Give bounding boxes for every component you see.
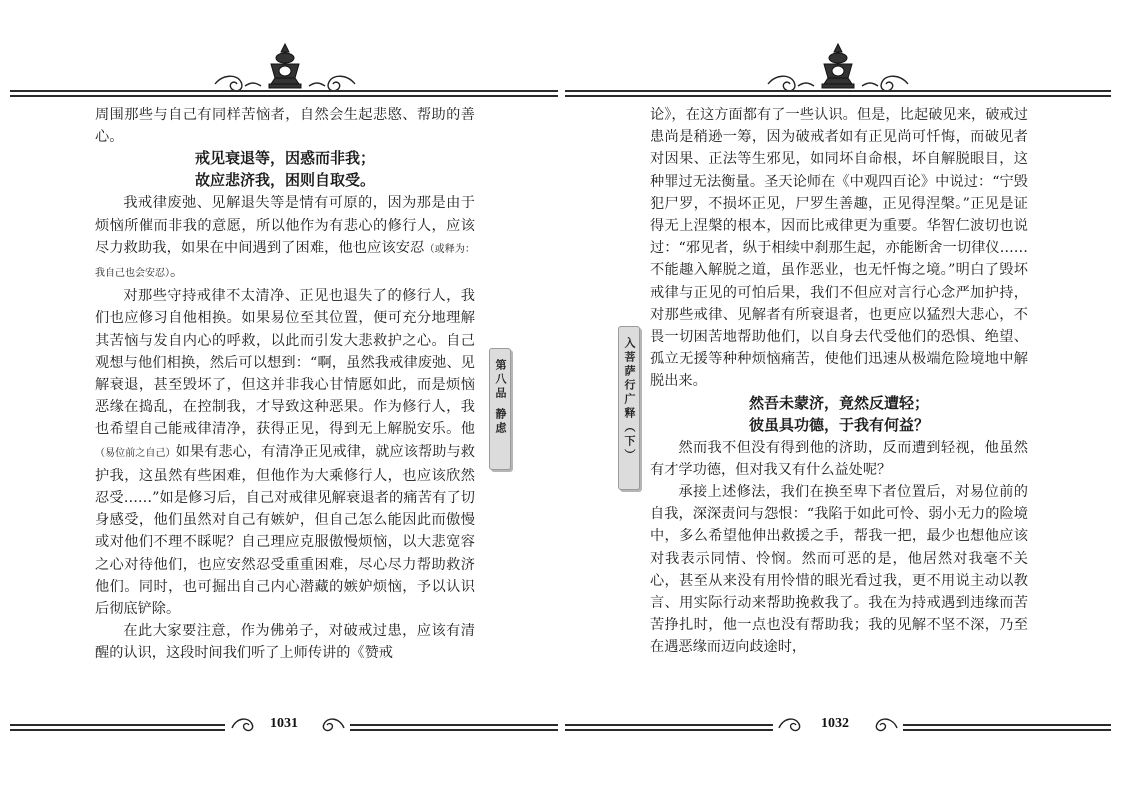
book-title-tab: 入菩萨行广释（下） xyxy=(618,326,640,490)
header-ornament-icon xyxy=(738,40,938,96)
paragraph: 对那些守持戒律不太清净、正见也退失了的修行人，我们也应修习自他相换。如果易位至其位置，便可充分地理解其苦恼与发自内心的呼救，以此而引发大悲救护之心。自己观想与他们相换，然后可以想到：“啊，虽然我戒律废弛、见解衰退，甚至毁坏了，但这并非我心甘情愿如此，而是烦恼恶缘在捣乱，在控制我，才导致这种恶果。作为修行人，我也希望自己能戒律清净，获得正见，得到无上解脱安乐。他（易位前之自己）如果有悲心，有清净正见戒律，就应该帮助与救护我，这虽然有些困难，但他作为大乘修行人，也应该欣然忍受……”如是修习后，自己对戒律见解衰退者的痛苦有了切身感受，他们虽然对自己有嫉妒，但自己怎么能因此而傲慢或对他们不理不睬呢？自己理应克服傲慢烦恼，以大悲宽容之心对待他们，也应安然忍受重重困难，尽心尽力帮助救济他们。同时，也可掘出自己内心潜藏的嫉妒烦恼，予以认识后彻底铲除。 xyxy=(95,288,475,618)
paragraph: 然而我不但没有得到他的济助，反而遭到轻视，他虽然有才学功德，但对我又有什么益处呢？ xyxy=(650,439,1028,478)
footer-scroll-icon xyxy=(228,712,268,734)
verse-line: 故应悲济我，困则自取受。 xyxy=(194,172,375,190)
page-number: 1032 xyxy=(821,716,849,731)
paragraph: 在此大家要注意，作为佛弟子，对破戒过患，应该有清醒的认识，这段时间我们听了上师传讲的《赞戒 xyxy=(95,623,475,662)
paragraph: 周围那些与自己有同样苦恼者，自然会生起悲愍、帮助的善心。 xyxy=(95,107,475,146)
footer-scroll-icon xyxy=(861,712,901,734)
header-ornament-icon xyxy=(185,40,385,96)
annotation-note: （易位前之自己） xyxy=(95,447,176,459)
verse-line: 然吾未蒙济，竟然反遭轻； xyxy=(748,394,929,412)
footer-rule-right xyxy=(350,724,558,734)
right-page xyxy=(563,0,1123,794)
annotation-note: （或释为：我自己也会安忍） xyxy=(95,243,475,280)
footer-scroll-icon xyxy=(308,712,348,734)
paragraph: 承接上述修法，我们在换至卑下者位置后，对易位前的自我，深深责问与怨恨：“我陷于如此可怜、弱小无力的险境中，多么希望他伸出救援之手，帮我一把，最少也想他应该对我表示同情、怜悯。然而可恶的是，他居然对我毫不关心，甚至从来没有用怜惜的眼光看过我，更不用说主动以教言、用实际行动来帮助挽救我了。我在为持戒遇到违缘而苦苦挣扎时，他一点也没有帮助我；我的见解不坚不深，乃至在遇恶缘而迈向歧途时， xyxy=(650,484,1028,656)
paragraph: 论》，在这方面都有了一些认识。但是，比起破见来，破戒过患尚是稍逊一筹，因为破戒者如有正见尚可忏悔，而破见者对因果、正法等生邪见，如同坏自命根，坏自解脱眼目，这种罪过无法衡量。圣天论师在《中观四百论》中说过：“宁毁犯尸罗，不损坏正见，尸罗生善趣，正见得涅槃。”正见是证得无上涅槃的根本，因而比戒律更为重要。华智仁波切也说过：“邪见者，纵于相续中刹那生起，亦能断舍一切律仪……不能趣入解脱之道，虽作恶业，也无忏悔之境。”明白了毁坏戒律与正见的可怕后果，我们不但应对言行心念严加护持，对那些戒律、见解者有所衰退者，也更应以猛烈大悲心，不畏一切困苦地帮助他们，以自身去代受他们的恐惧、绝望、孤立无援等种种烦恼痛苦，使他们迅速从极端危险境地中解脱出来。 xyxy=(650,107,1028,390)
footer-rule-left xyxy=(10,724,225,734)
verse-line: 戒见衰退等，因惑而非我； xyxy=(194,150,375,168)
verse-line: 彼虽具功德，于我有何益？ xyxy=(748,416,929,434)
left-page xyxy=(0,0,560,794)
header-rule xyxy=(10,90,558,100)
footer-rule-right xyxy=(903,724,1111,734)
right-text-block xyxy=(650,104,1028,659)
header-rule xyxy=(565,90,1111,100)
left-text-block xyxy=(95,104,475,665)
verse xyxy=(650,393,1028,437)
chapter-tab: 第八品 静虑 xyxy=(489,348,511,470)
paragraph: 我戒律废弛、见解退失等是情有可原的，因为那是由于烦恼所催而非我的意愿，所以他作为有悲心的修行人，应该尽力救助我，如果在中间遇到了困难，他也应该安忍（或释为：我自己也会安忍）。 xyxy=(95,195,475,281)
verse xyxy=(95,148,475,192)
page-number: 1031 xyxy=(270,716,298,731)
footer-scroll-icon xyxy=(775,712,815,734)
footer-rule-left xyxy=(565,724,773,734)
